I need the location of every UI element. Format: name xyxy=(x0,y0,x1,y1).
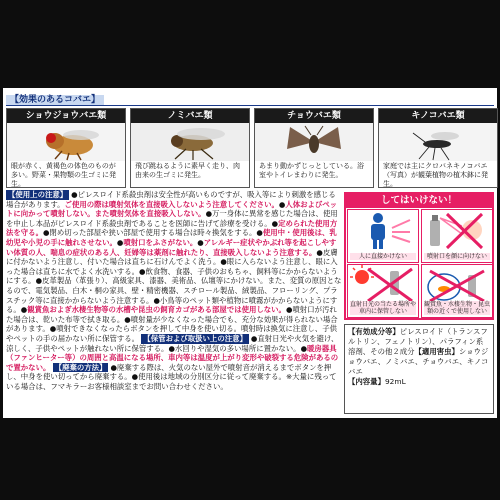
fly-name: ノミバエ類 xyxy=(131,109,249,123)
prohibited-actions-panel xyxy=(344,192,494,320)
fruit-fly-photo xyxy=(7,123,125,161)
fly-description: 家庭では主にクロバネキノコバエ（写真）が観葉植物の植木鉢に発生。 xyxy=(383,162,488,188)
phorid-fly-photo xyxy=(131,123,249,161)
sun-car-icon xyxy=(348,265,418,305)
usage-cautions: 【使用上の注意】 ●ピレスロイド系殺虫剤は安全性が高いものですが、吸入等により刺激を感じる場合があります。ご使用の際は噴射気体を直接吸入しないよう注意してください。●人体およびペットに向かって噴射しない。また噴射気体を直接吸入しない。●万一身体に異常を感じた場合は、使用を中止し本品がピレスロイド系殺虫剤であることを医師に告げて診療を受ける。●定められた使用方法を守る。●閉め切った部屋や狭い部屋で使用する場合は時々換気をする。●使用中・使用後は、乳幼児や小児の手に触れさせない。●噴射口をふさがない。●アレルギー症状やかぶれ等を起こしやすい体質の人、喘息の症状のある人、妊婦等は薬剤に触れたり、直接吸入しないよう注意する。●皮膚に付かないよう注意し、付いた場合は直ちに石けんでよく洗う。●眼に入らないよう注意し、眼に入った場合は直ちに水でよく水洗いする。●飲食物、食器、子供のおもちゃ、飼料等にかからないようにする。●皮革製品（革張り）、高級家具、漆器、美術品、仏壇等にかけない。また、変質の原因となるので、電気製品、白木・桐の家具、壁・精密機器、スチロール製品、絨製品、フローリング、プラスチック等に直接かからないよう注意する。●小鳥等のペット類や植物に噴霧がかからないようにする。●観賞魚およぎ水棲生物等の水槽や昆虫の飼育カゴがある部屋では使用しない。●噴射口が汚れた場合は、乾いた布等で拭き取る。●噴射量が少なくなった場合でも、充分な効果が得られない場合があります。●噴射できなくなったらボタンを押して中身を使い切る。噴射時は換気に注意し、子供やペットの手の届かない所に保管する。 【保管および取扱い上の注意】 ●直射日光や火気を避け、涼しく、子供やペットが触れない所に保管する。●水回りや湿気の多い場所に置かない。●暖房器具（ファンヒーター等）の周囲と高温になる場所、車内等は温度が上がり変形や破裂する危険があるので置かない。 【廃棄の方法】 ●廃棄する際は、火気のない屋外で噴射音が消えるまでボタンを押し、中身を使い切ってから廃棄する。●使用後は地域の分別区分に従って廃棄する。※大量に残っている場合は、フマキラーお客様相談室までお問い合わせください。 xyxy=(6,190,342,391)
storage-tag: 【保管および取扱い上の注意】 xyxy=(143,333,247,343)
fly-card-chou xyxy=(254,108,374,188)
fly-card-shoujou xyxy=(6,108,126,188)
no-use-near-fish: 観賞魚・水棲生物・昆虫類の近くで使用しない xyxy=(421,264,493,318)
fly-types-row xyxy=(6,108,494,188)
fly-description: 眼が赤く、黄褐色の体色のものが多い。野菜・果物類の生ゴミに発生。 xyxy=(11,162,116,188)
no-spray-at-face: 噴射口を顔に向けない xyxy=(421,209,493,263)
fly-card-nomi xyxy=(130,108,250,188)
section-heading: 【効果のあるコバエ】 xyxy=(6,94,494,106)
fly-description: 飛び跳ねるように素早く走り、肉由来の生ゴミに発生。 xyxy=(135,162,240,179)
fly-card-kinoko xyxy=(378,108,498,188)
fungus-gnat-photo xyxy=(379,123,497,161)
spray-face-icon xyxy=(422,210,492,250)
fish-tank-icon xyxy=(422,265,492,305)
no-storage-in-heat: 直射日光の当たる場所や車内に保管しない xyxy=(347,264,419,318)
usage-tag: 【使用上の注意】 xyxy=(8,190,68,199)
product-info-box: 【有効成分等】ピレスロイド（トランスフルトリン、フェノトリン）、パラフィン系溶剤、その他２成分【適用害虫】ショウジョウバエ、ノミバエ、チョウバエ、キノコバエ 【内容量】92mL xyxy=(344,324,494,414)
fly-name: チョウバエ類 xyxy=(255,109,373,123)
prohibited-title: してはいけない！ xyxy=(346,194,492,208)
person-icon xyxy=(348,210,418,250)
fly-description: あまり動かずじっとしている。浴室やトイレまわりに発生。 xyxy=(259,162,364,179)
fly-name: キノコバエ類 xyxy=(379,109,497,123)
fly-name: ショウジョウバエ類 xyxy=(7,109,125,123)
disposal-tag: 【廃棄の方法】 xyxy=(54,362,107,372)
no-spray-on-people: 人に直接かけない xyxy=(347,209,419,263)
moth-fly-photo xyxy=(255,123,373,161)
